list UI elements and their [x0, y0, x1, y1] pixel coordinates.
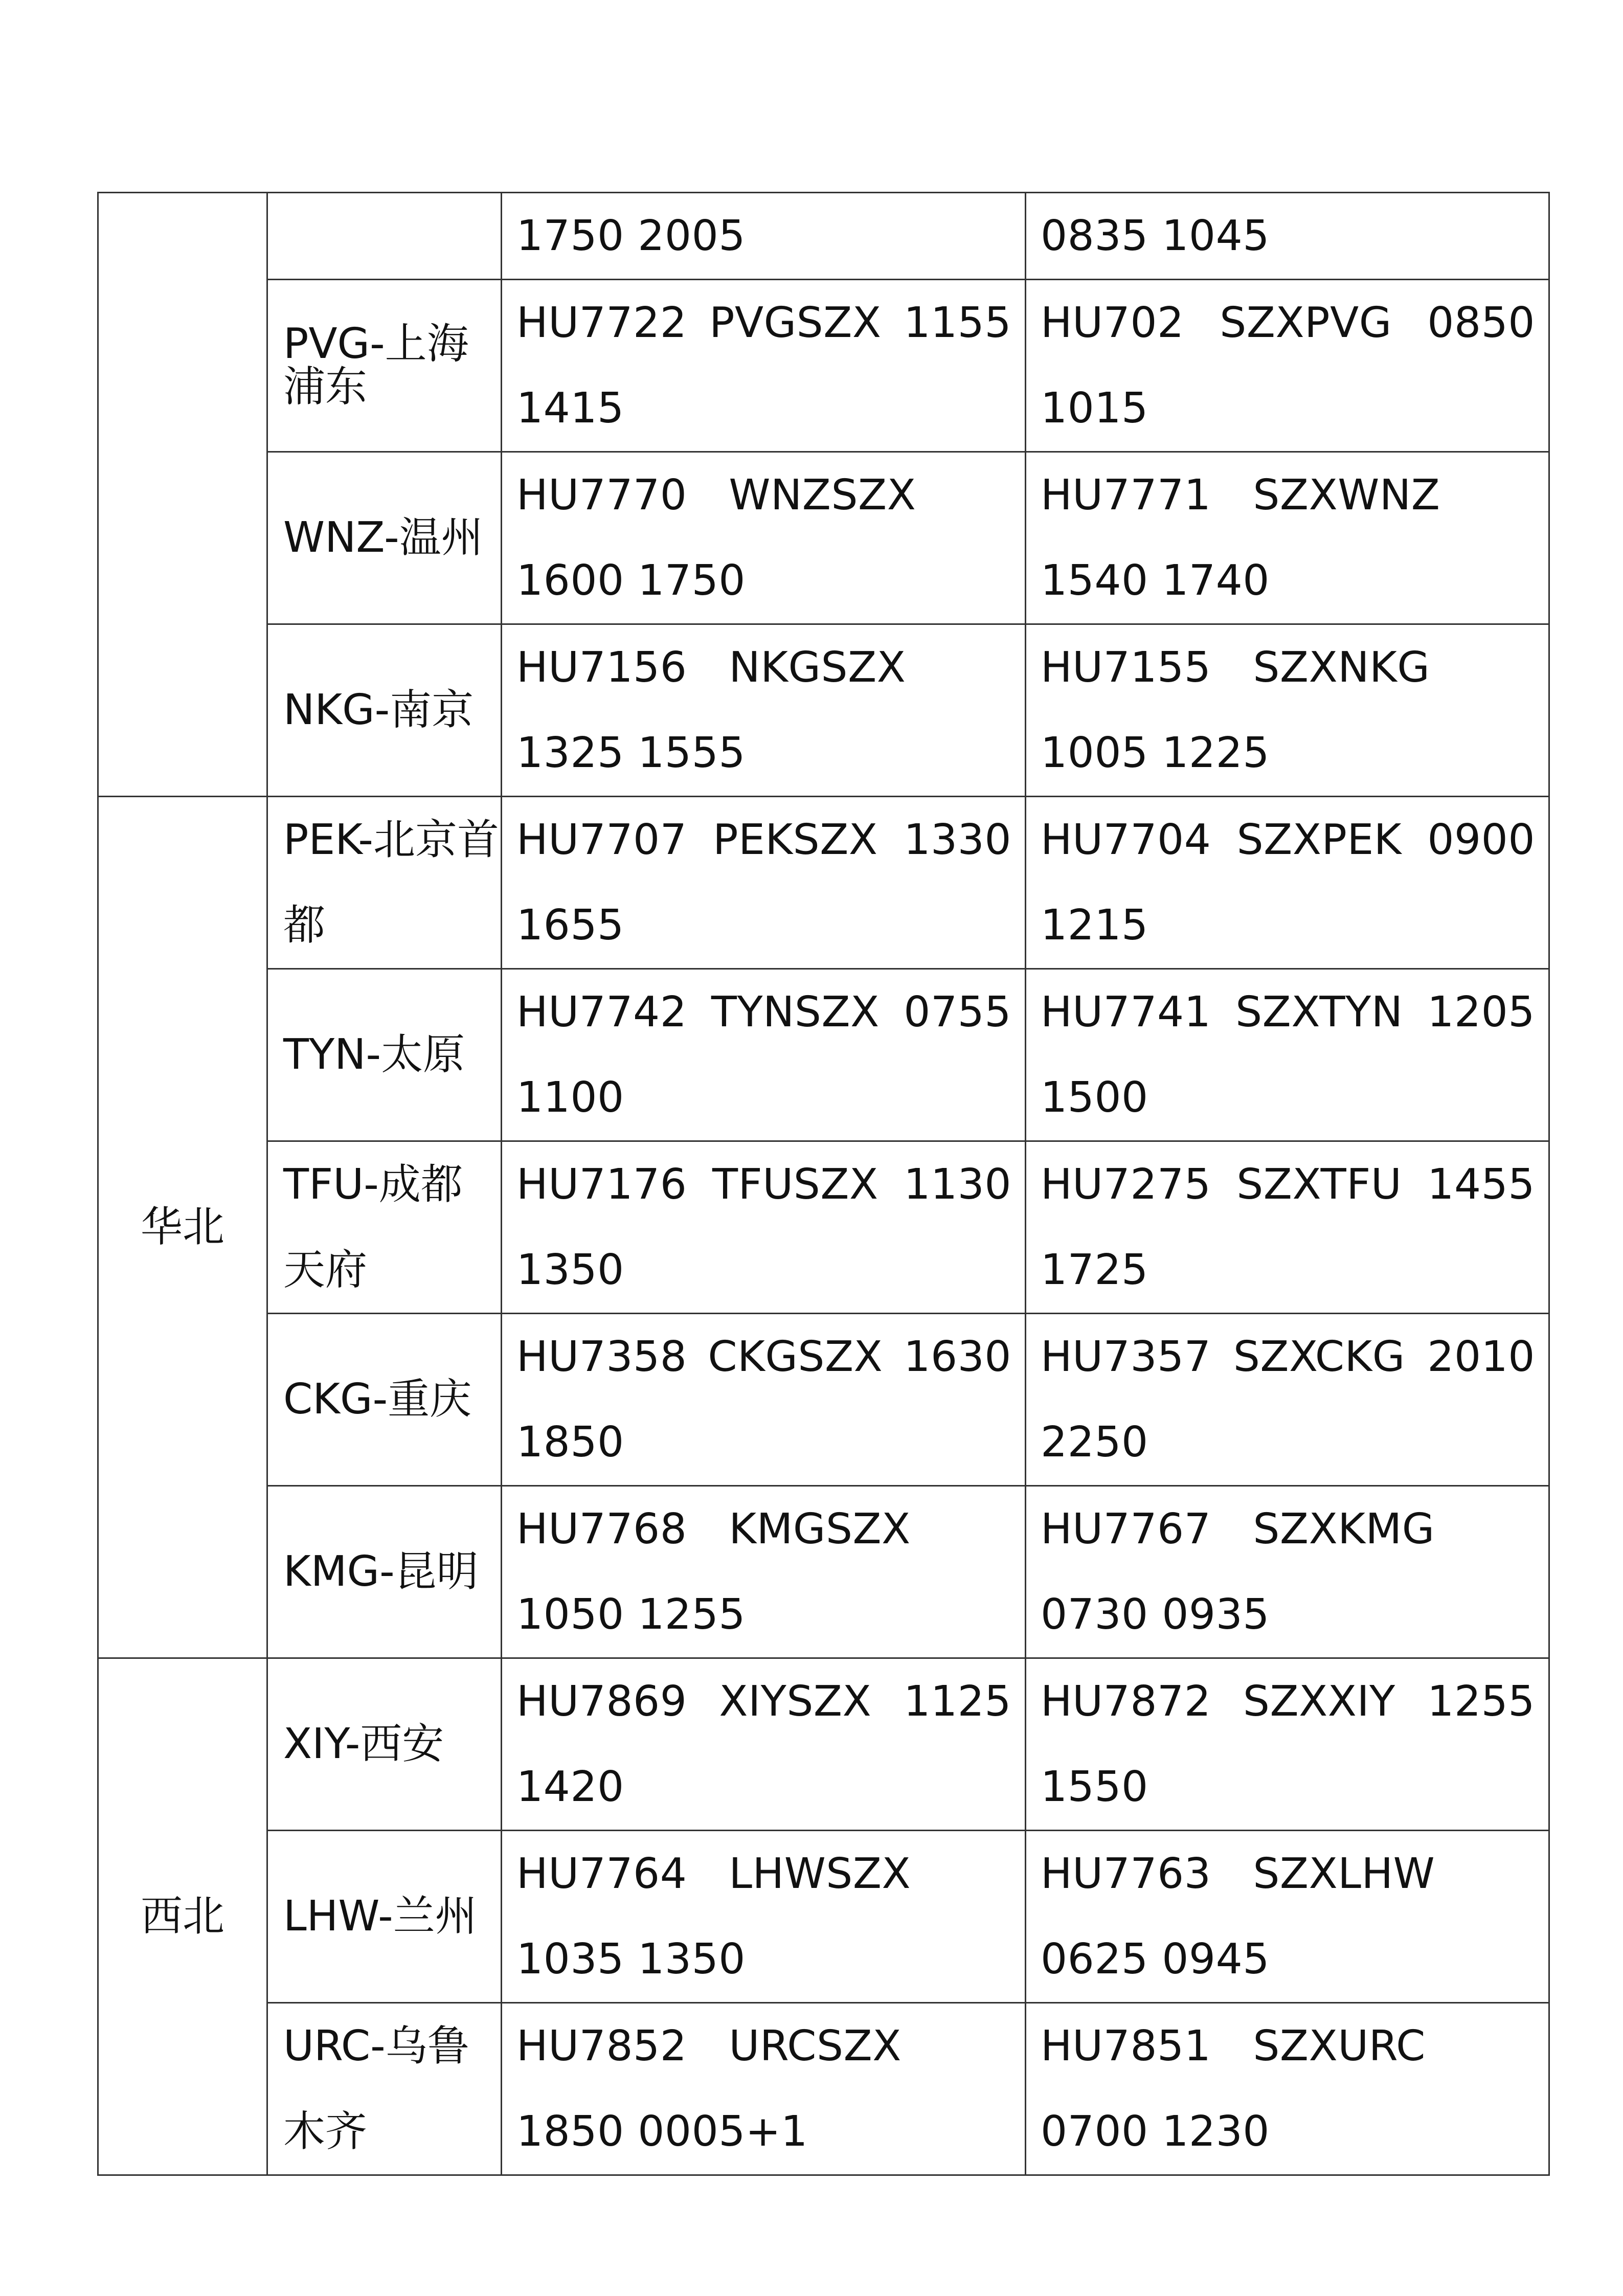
inbound-flight-cell	[502, 1831, 1026, 2003]
outbound-flight-cell	[1026, 1658, 1549, 1831]
outbound-flight-cell	[1026, 452, 1549, 624]
inbound-flight-cell	[502, 193, 1026, 280]
airport-cell: NKG-南京	[267, 624, 502, 797]
flight-times: 0730 0935	[1041, 1590, 1270, 1639]
flight-number: HU7176	[516, 1160, 687, 1209]
outbound-flight-cell	[1026, 797, 1549, 969]
route: PEKSZX	[713, 816, 878, 864]
route: PVGSZX	[709, 299, 882, 347]
arrival-time: 1350	[516, 1246, 624, 1294]
flight-times: 1540 1740	[1041, 556, 1270, 605]
flight-number: HU7156	[516, 643, 687, 692]
outbound-flight-cell	[1026, 2003, 1549, 2175]
table-row	[98, 797, 1549, 969]
departure-time: 0900	[1427, 816, 1535, 864]
flight-times: 1850 0005+1	[516, 2107, 808, 2156]
route: XIYSZX	[719, 1677, 872, 1726]
route: URCSZX	[729, 2022, 901, 2070]
inbound-flight-cell	[502, 1658, 1026, 1831]
table-row	[98, 1658, 1549, 1831]
route: LHWSZX	[729, 1850, 911, 1898]
departure-time: 1630	[904, 1333, 1011, 1381]
route: SZXPEK	[1236, 816, 1402, 864]
departure-time: 1330	[904, 816, 1011, 864]
outbound-flight-cell	[1026, 280, 1549, 452]
region-cell: 西北	[98, 1658, 267, 2175]
airport-cell: TYN-太原	[267, 969, 502, 1141]
arrival-time: 1655	[516, 901, 624, 950]
inbound-flight-cell	[502, 280, 1026, 452]
inbound-flight-cell	[502, 2003, 1026, 2175]
arrival-time: 1725	[1041, 1246, 1148, 1294]
route: SZXNKG	[1253, 643, 1430, 692]
airport-cell: XIY-西安	[267, 1658, 502, 1831]
inbound-flight-cell	[502, 1141, 1026, 1314]
inbound-flight-cell	[502, 624, 1026, 797]
table-row	[98, 1831, 1549, 2003]
flight-times: 1005 1225	[1041, 729, 1270, 777]
flight-number: HU7742	[516, 988, 687, 1037]
outbound-flight-cell	[1026, 969, 1549, 1141]
inbound-flight-cell	[502, 1486, 1026, 1658]
flight-times: 0625 0945	[1041, 1935, 1270, 1984]
flight-number: HU7358	[516, 1333, 687, 1381]
table-row	[98, 280, 1549, 452]
route: SZXXIY	[1243, 1677, 1395, 1726]
arrival-time: 1550	[1041, 1763, 1148, 1811]
airport-cell: TFU-成都天府	[267, 1141, 502, 1314]
airport-cell: WNZ-温州	[267, 452, 502, 624]
airport-cell: KMG-昆明	[267, 1486, 502, 1658]
outbound-flight-cell	[1026, 1141, 1549, 1314]
arrival-time: 1850	[516, 1418, 624, 1467]
region-cell	[98, 193, 267, 797]
inbound-flight-cell	[502, 452, 1026, 624]
departure-time: 1205	[1427, 988, 1535, 1037]
route: SZXWNZ	[1253, 471, 1440, 520]
departure-time: 1130	[904, 1160, 1011, 1209]
flight-number: HU7768	[516, 1505, 687, 1554]
route: SZXTYN	[1235, 988, 1403, 1037]
flight-schedule-table	[97, 192, 1550, 2176]
route: WNZSZX	[729, 471, 916, 520]
table-row	[98, 1314, 1549, 1486]
inbound-flight-cell	[502, 1314, 1026, 1486]
route: NKGSZX	[729, 643, 906, 692]
flight-number: HU7764	[516, 1850, 687, 1898]
departure-time: 2010	[1427, 1333, 1535, 1381]
table-row	[98, 1141, 1549, 1314]
flight-times: 1600 1750	[516, 556, 746, 605]
table-row	[98, 193, 1549, 280]
airport-cell: URC-乌鲁木齐	[267, 2003, 502, 2175]
region-cell: 华北	[98, 797, 267, 1658]
flight-number: HU7869	[516, 1677, 687, 1726]
route: SZXTFU	[1236, 1160, 1402, 1209]
arrival-time: 2250	[1041, 1418, 1148, 1467]
outbound-flight-cell	[1026, 193, 1549, 280]
route: SZXKMG	[1253, 1505, 1435, 1554]
flight-number: HU7851	[1041, 2022, 1211, 2070]
inbound-flight-cell	[502, 797, 1026, 969]
departure-time: 1255	[1427, 1677, 1535, 1726]
flight-number: HU7741	[1041, 988, 1211, 1037]
airport-cell: PEK-北京首都	[267, 797, 502, 969]
airport-cell: PVG-上海浦东	[267, 280, 502, 452]
route: CKGSZX	[708, 1333, 883, 1381]
outbound-flight-cell	[1026, 1486, 1549, 1658]
outbound-flight-cell	[1026, 624, 1549, 797]
inbound-times: 1750 2005	[516, 212, 746, 260]
flight-number: HU7707	[516, 816, 687, 864]
outbound-times: 0835 1045	[1041, 212, 1270, 260]
flight-number: HU7722	[516, 299, 687, 347]
flight-times: 1035 1350	[516, 1935, 746, 1984]
route: SZXPVG	[1220, 299, 1392, 347]
departure-time: 0755	[904, 988, 1011, 1037]
arrival-time: 1100	[516, 1073, 624, 1122]
route: TFUSZX	[712, 1160, 878, 1209]
route: SZXLHW	[1253, 1850, 1435, 1898]
table-row	[98, 969, 1549, 1141]
flight-number: HU7767	[1041, 1505, 1211, 1554]
departure-time: 1455	[1427, 1160, 1535, 1209]
departure-time: 1155	[904, 299, 1011, 347]
route: SZXCKG	[1233, 1333, 1405, 1381]
table-row	[98, 452, 1549, 624]
arrival-time: 1415	[516, 384, 624, 433]
flight-number: HU7770	[516, 471, 687, 520]
departure-time: 0850	[1427, 299, 1535, 347]
arrival-time: 1420	[516, 1763, 624, 1811]
airport-cell	[267, 193, 502, 280]
table-row	[98, 624, 1549, 797]
flight-number: HU7357	[1041, 1333, 1211, 1381]
arrival-time: 1215	[1041, 901, 1148, 950]
flight-number: HU7275	[1041, 1160, 1211, 1209]
departure-time: 1125	[904, 1677, 1011, 1726]
flight-times: 0700 1230	[1041, 2107, 1270, 2156]
flight-number: HU7852	[516, 2022, 687, 2070]
outbound-flight-cell	[1026, 1314, 1549, 1486]
inbound-flight-cell	[502, 969, 1026, 1141]
table-row	[98, 1486, 1549, 1658]
arrival-time: 1500	[1041, 1073, 1148, 1122]
route: KMGSZX	[729, 1505, 911, 1554]
outbound-flight-cell	[1026, 1831, 1549, 2003]
flight-number: HU7872	[1041, 1677, 1211, 1726]
flight-number: HU7771	[1041, 471, 1211, 520]
flight-times: 1325 1555	[516, 729, 746, 777]
flight-number: HU7704	[1041, 816, 1211, 864]
airport-cell: LHW-兰州	[267, 1831, 502, 2003]
arrival-time: 1015	[1041, 384, 1148, 433]
route: SZXURC	[1253, 2022, 1426, 2070]
flight-number: HU7155	[1041, 643, 1211, 692]
flight-number: HU702	[1041, 299, 1184, 347]
table-row	[98, 2003, 1549, 2175]
flight-number: HU7763	[1041, 1850, 1211, 1898]
flight-times: 1050 1255	[516, 1590, 746, 1639]
route: TYNSZX	[711, 988, 880, 1037]
airport-cell: CKG-重庆	[267, 1314, 502, 1486]
